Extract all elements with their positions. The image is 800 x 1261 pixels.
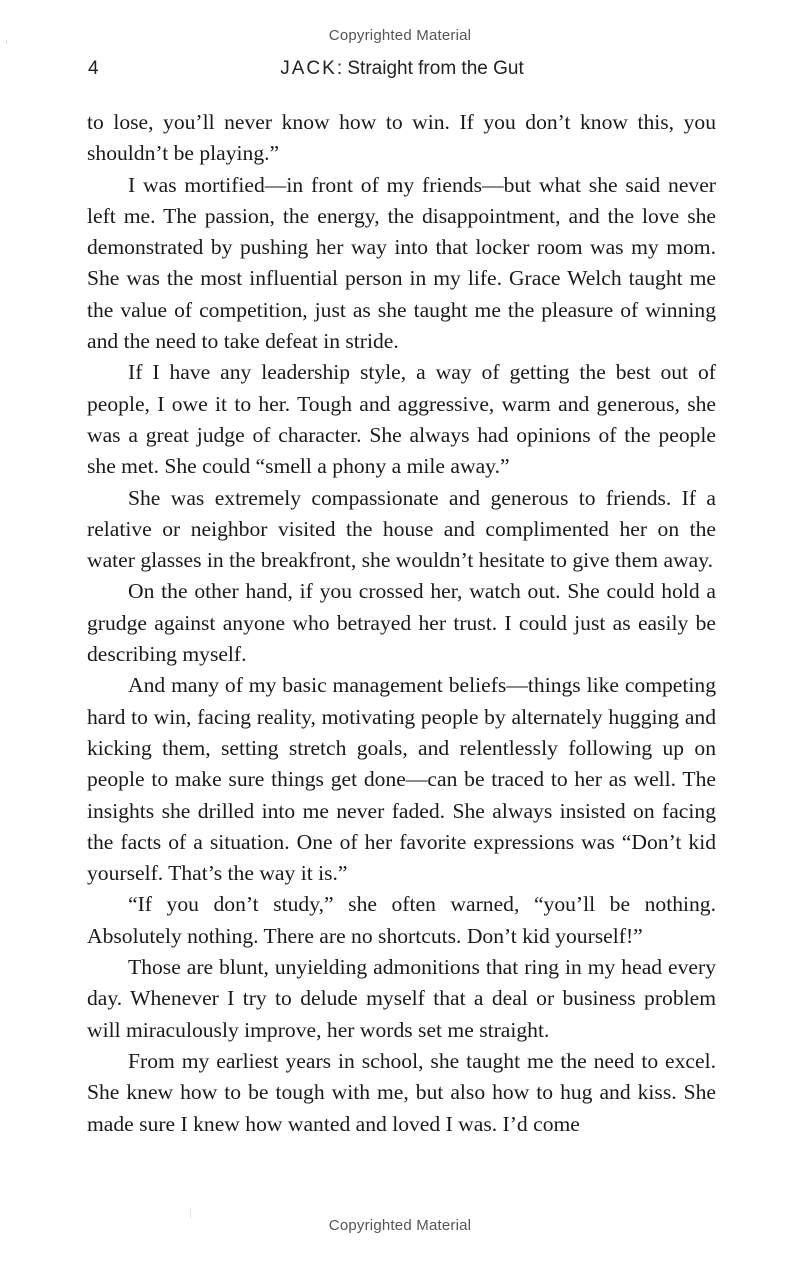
running-title xyxy=(88,58,716,80)
copyright-watermark-bottom: Copyrighted Material xyxy=(328,1217,472,1234)
body-text xyxy=(87,107,716,1140)
paragraph-continued: to lose, you’ll never know how to win. If you don’t know this, you shouldn’t be playing.” xyxy=(87,110,716,166)
paragraph: If I have any leadership style, a way of getting the best out of people, I owe it to her. Tough and aggressive, warm and generous, she was a great judge of character. She always had opinions of the people she met. She could “smell a phony a mile away.” xyxy=(87,360,716,479)
paragraph: She was extremely compassionate and generous to friends. If a relative or neighbor visited the house and complimented her on the water glasses in the breakfront, she wouldn’t hesitate to give them away. xyxy=(87,485,716,573)
paragraph: Those are blunt, unyielding admonitions that ring in my head every day. Whenever I try to delude myself that a deal or business problem will miraculously improve, her words set me straight. xyxy=(87,955,716,1042)
page-number: 4 xyxy=(88,58,99,79)
paragraph: From my earliest years in school, she taught me the need to excel. She knew how to be tough with me, but also how to hug and kiss. She made sure I knew how wanted and loved I was. I’d come xyxy=(87,1048,716,1136)
running-title-subtitle: : Straight from the Gut xyxy=(336,58,524,79)
scan-mark xyxy=(6,40,7,44)
running-title-name: JACK xyxy=(280,58,337,79)
paragraph: And many of my basic management beliefs—things like competing hard to win, facing reality, motivating people by alternately hugging and kicking them, setting stretch goals, and relentlessly following up on people to make sure things get done—can be traced to her as well. The insights she drilled into me never faded. She always insisted on facing the facts of a situation. One of her favorite expressions was “Don’t kid yourself. That’s the way it is.” xyxy=(87,673,716,886)
copyright-watermark-top: Copyrighted Material xyxy=(328,27,472,44)
paragraph: On the other hand, if you crossed her, watch out. She could hold a grudge against anyone who betrayed her trust. I could just as easily be describing myself. xyxy=(87,579,716,667)
paragraph: “If you don’t study,” she often warned, “you’ll be nothing. Absolutely nothing. There are no shortcuts. Don’t kid yourself!” xyxy=(87,892,716,948)
running-head xyxy=(88,58,716,86)
paragraph: I was mortified—in front of my friends—but what she said never left me. The passion, the energy, the disappointment, and the love she demonstrated by pushing her way into that locker room was my mom. She was the most influential person in my life. Grace Welch taught me the value of competition, just as she taught me the pleasure of winning and the need to take defeat in stride. xyxy=(87,172,716,354)
